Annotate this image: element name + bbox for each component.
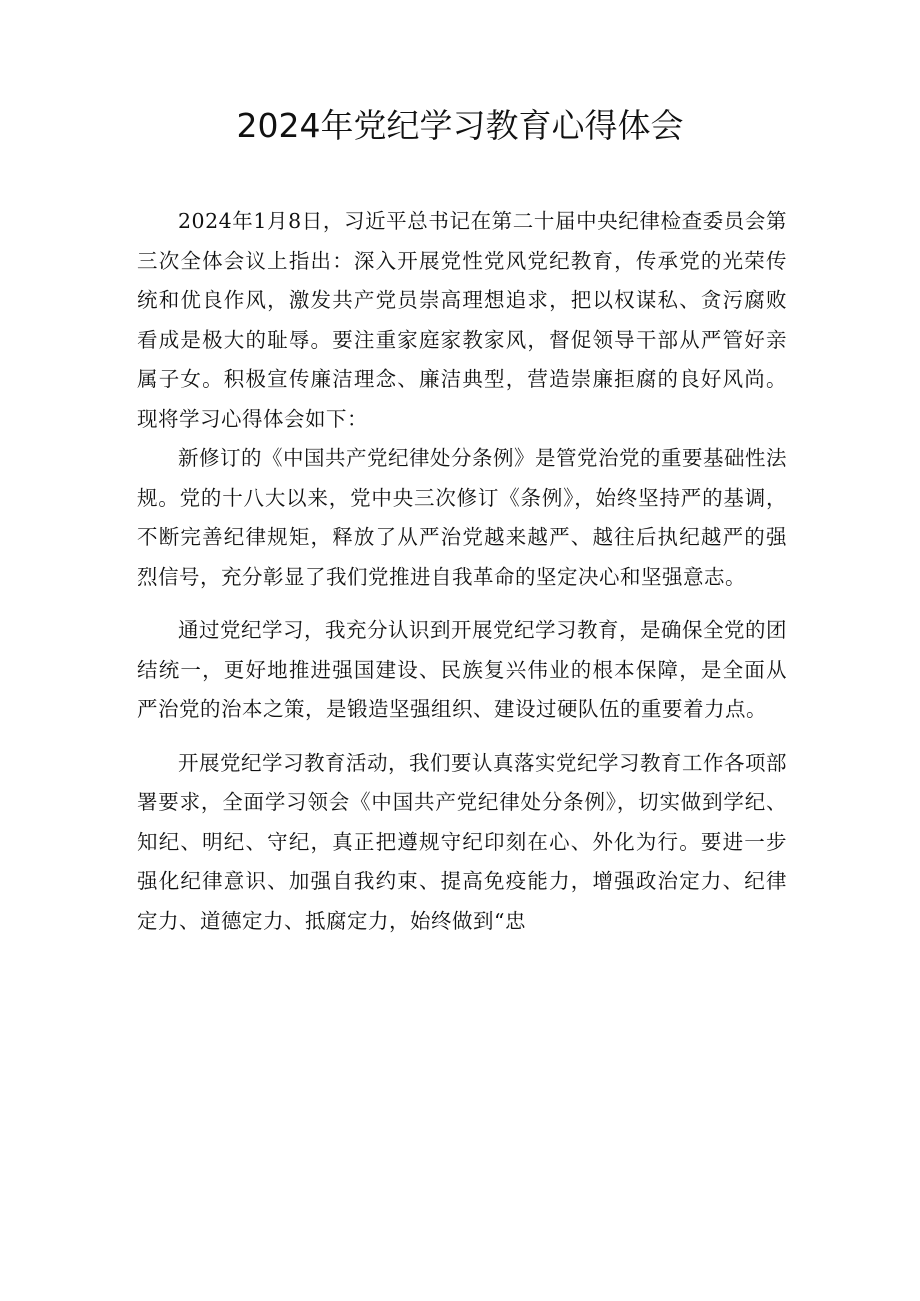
paragraph-4: 开展党纪学习教育活动，我们要认真落实党纪学习教育工作各项部署要求，全面学习领会《中国共产党纪律处分条例》，切实做到学纪、知纪、明纪、守纪，真正把遵规守纪印刻在心、外化为行。要进一步强化纪律意识、加强自我约束、提高免疫能力，增强政治定力、纪律定力、道德定力、抵腐定力，始终做到“忠 (137, 750, 787, 933)
paragraph-1: 2024年1月8日，习近平总书记在第二十届中央纪律检查委员会第三次全体会议上指出：深入开展党性党风党纪教育，传承党的光荣传统和优良作风，激发共产党员崇高理想追求，把以权谋私、贪污腐败看成是极大的耻辱。要注重家庭家教家风，督促领导干部从严管好亲属子女。积极宣传廉洁理念、廉洁典型，营造崇廉拒腐的良好风尚。现将学习心得体会如下： (137, 209, 787, 431)
document-body (137, 202, 787, 941)
document-title: 2024年党纪学习教育心得体会 (236, 106, 684, 145)
paragraph-3: 通过党纪学习，我充分认识到开展党纪学习教育，是确保全党的团结统一，更好地推进强国建设、民族复兴伟业的根本保障，是全面从严治党的治本之策，是锻造坚强组织、建设过硬队伍的重要着力点。 (137, 618, 787, 721)
paragraph-2: 新修订的《中国共产党纪律处分条例》是管党治党的重要基础性法规。党的十八大以来，党中央三次修订《条例》，始终坚持严的基调，不断完善纪律规矩，释放了从严治党越来越严、越往后执纪越严的强烈信号，充分彰显了我们党推进自我革命的坚定决心和坚强意志。 (137, 446, 787, 589)
